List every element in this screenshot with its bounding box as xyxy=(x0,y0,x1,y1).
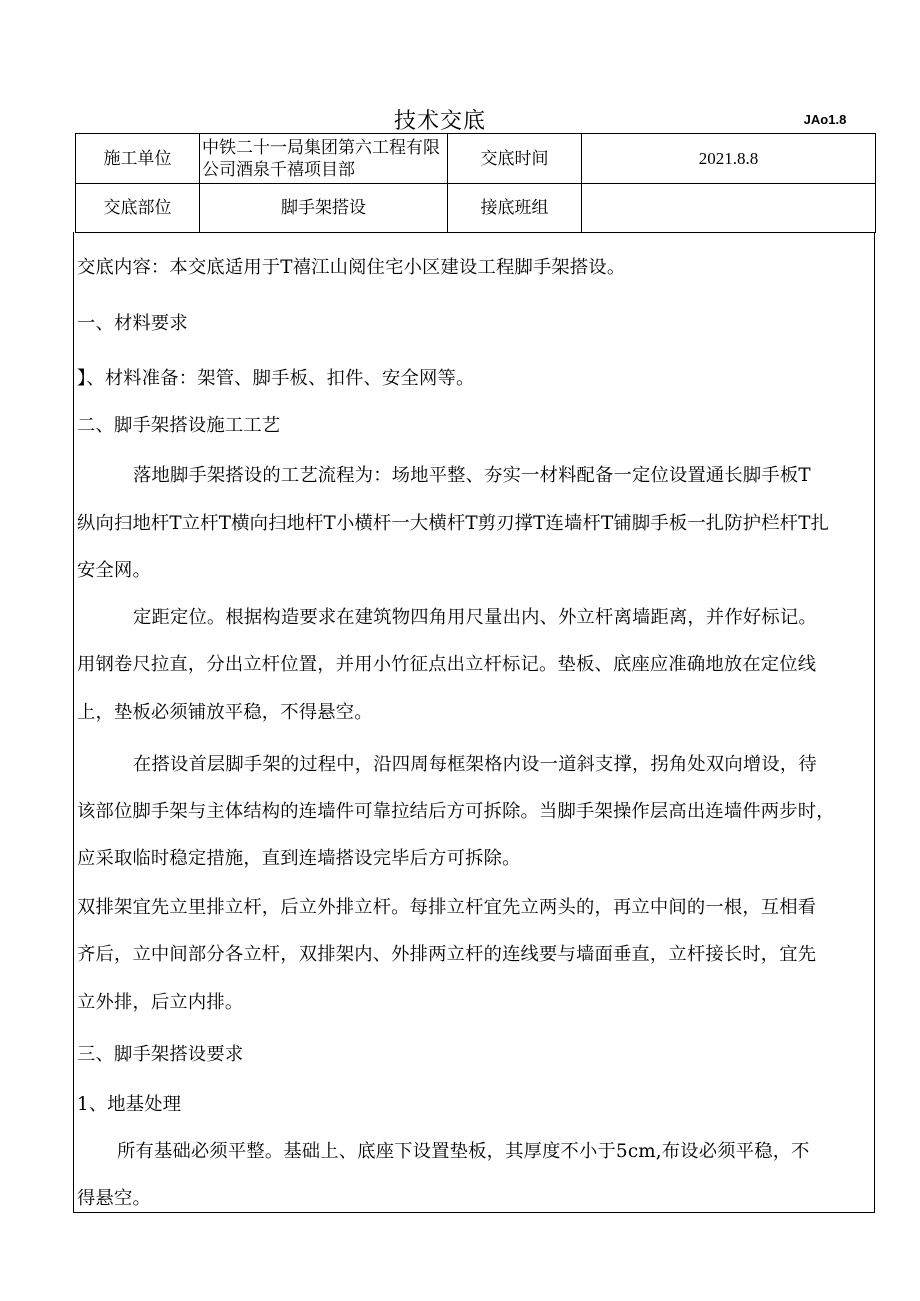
para2-line1: 定距定位。根据构造要求在建筑物四角用尺量出内、外立杆离墙距离，并作好标记。 xyxy=(133,607,817,628)
para1-line2: 纵向扫地杆T立杆T横向扫地杆T小横杆一大横杆T剪刃撑T连墙杆T铺脚手板一扎防护栏杆T扎 xyxy=(77,513,830,534)
para1-line1: 落地脚手架搭设的工艺流程为：场地平整、夯实一材料配备一定位设置通长脚手板T xyxy=(133,465,811,486)
value-receiving-team xyxy=(582,184,876,233)
value-disclosure-part: 脚手架搭设 xyxy=(200,184,448,233)
label-disclosure-time: 交底时间 xyxy=(448,134,582,184)
intro-text: 交底内容：本交底适用于T禧江山阅住宅小区建设工程脚手架搭设。 xyxy=(77,257,626,278)
para2-line3: 上，垫板必须铺放平稳，不得悬空。 xyxy=(77,702,373,723)
para4-line2: 齐后，立中间部分各立杆，双排架内、外排两立杆的连线要与墙面垂直，立杆接长时，宜先 xyxy=(77,944,817,965)
label-receiving-team: 接底班组 xyxy=(448,184,582,233)
page-title: 技术交底 xyxy=(393,109,486,134)
para1-line3: 安全网。 xyxy=(77,560,151,581)
document-code: JAo1.8 xyxy=(803,112,847,127)
label-disclosure-part: 交底部位 xyxy=(76,184,200,233)
value-disclosure-time: 2021.8.8 xyxy=(582,134,876,184)
info-row-part xyxy=(76,184,876,233)
subsection1-title: 1、地基处理 xyxy=(77,1094,182,1115)
section1-item1: 】、材料准备：架管、脚手板、扣件、安全网等。 xyxy=(77,368,475,389)
value-construction-unit: 中铁二十一局集团第六工程有限公司酒泉千禧项目部 xyxy=(200,134,448,184)
para5-line2: 得悬空。 xyxy=(77,1188,151,1209)
para5-line1: 所有基础必须平整。基础上、底座下设置垫板，其厚度不小于5cm,布设必须平稳，不 xyxy=(117,1141,810,1162)
para3-line3: 应采取临时稳定措施，直到连墙搭设完毕后方可拆除。 xyxy=(77,848,521,869)
para4-line1: 双排架宜先立里排立杆，后立外排立杆。每排立杆宜先立两头的，再立中间的一根，互相看 xyxy=(77,897,817,918)
info-row-unit xyxy=(76,134,876,184)
info-table xyxy=(75,133,876,233)
label-construction-unit: 施工单位 xyxy=(76,134,200,184)
para3-line1: 在搭设首层脚手架的过程中，沿四周每框架格内设一道斜支撑，拐角处双向增设，待 xyxy=(133,754,817,775)
section3-title: 三、脚手架搭设要求 xyxy=(77,1044,244,1065)
para4-line3: 立外排，后立内排。 xyxy=(77,992,244,1013)
para3-line2: 该部位脚手架与主体结构的连墙件可靠拉结后方可拆除。当脚手架操作层高出连墙件两步时， xyxy=(77,801,835,822)
section1-title: 一、材料要求 xyxy=(77,313,188,334)
para2-line2: 用钢卷尺拉直，分出立杆位置，并用小竹征点出立杆标记。垫板、底座应准确地放在定位线 xyxy=(77,654,817,675)
section2-title: 二、脚手架搭设施工工艺 xyxy=(77,415,281,436)
